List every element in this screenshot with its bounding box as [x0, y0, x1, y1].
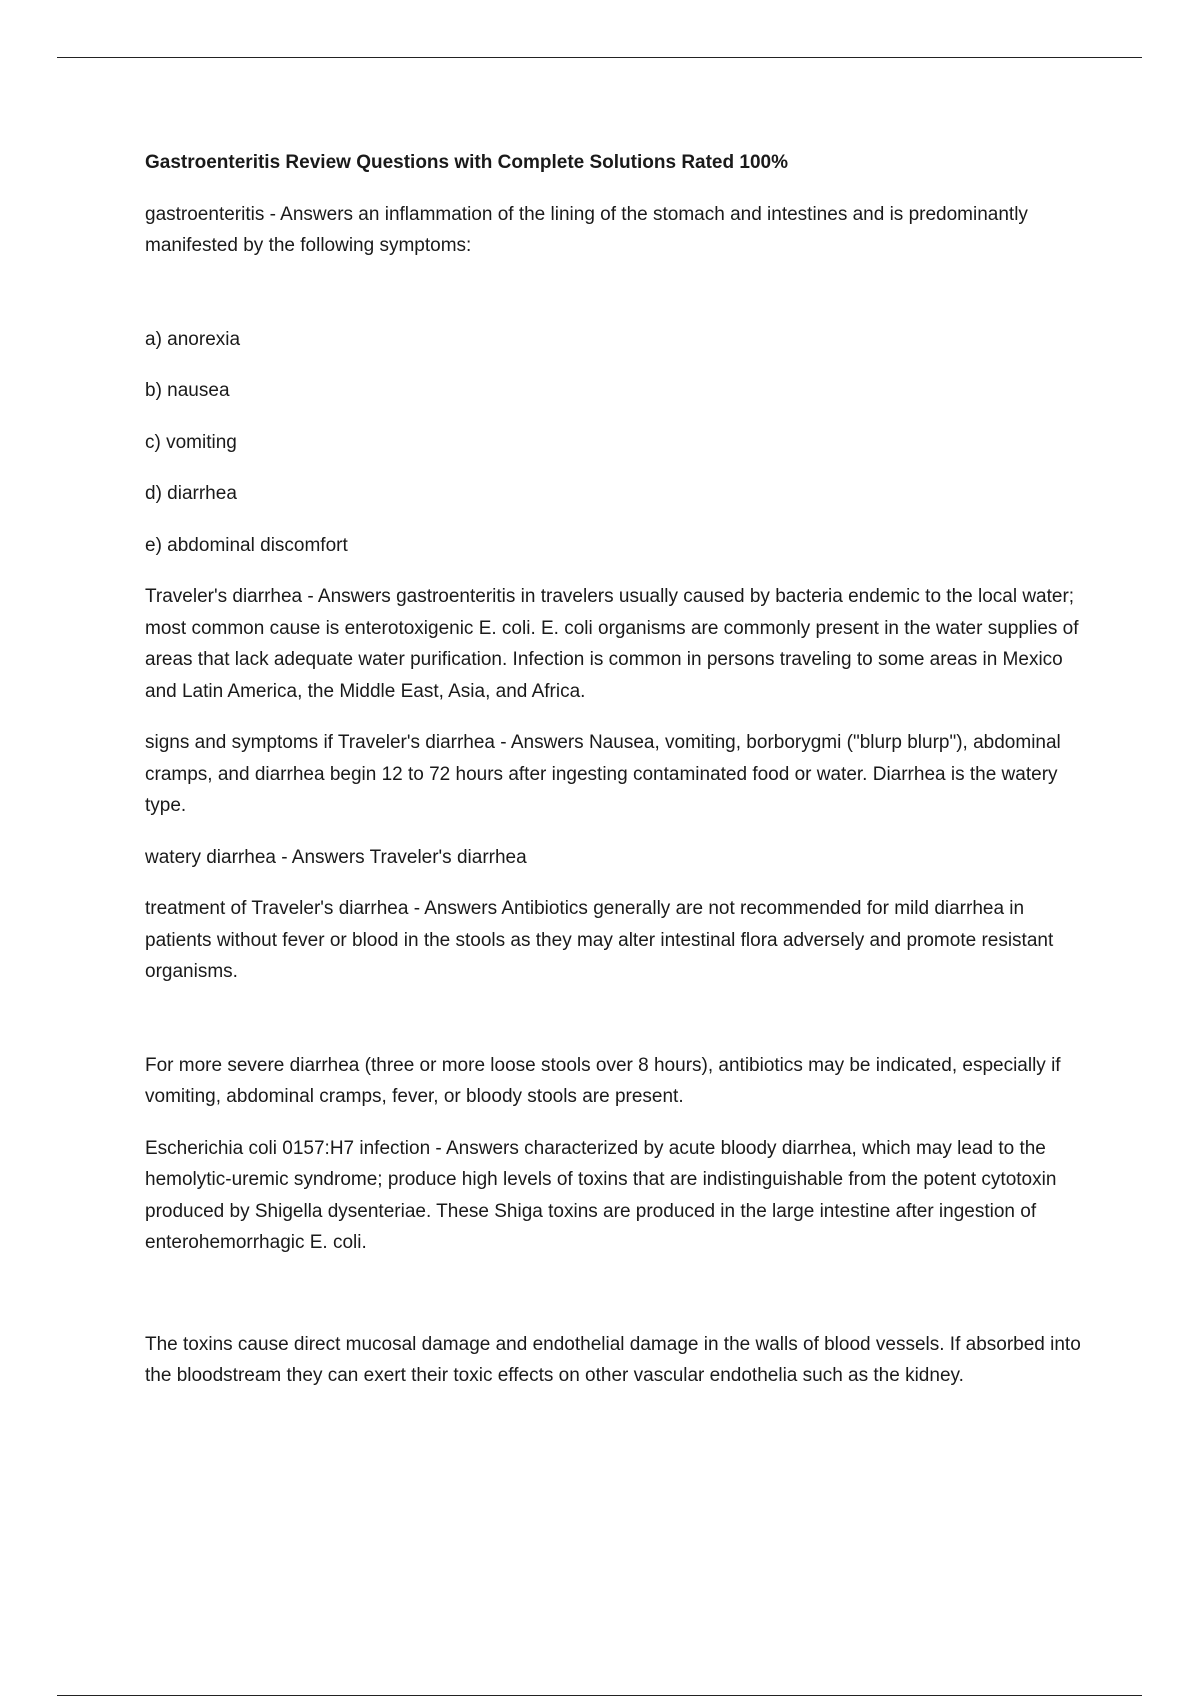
paragraph-signs-symptoms: signs and symptoms if Traveler's diarrhea - Answers Nausea, vomiting, borborygmi ("blurp blurp"), abdominal cramps, and diarrhea begin 12 to 72 hours after ingesting contaminated food or water. Diarrhea is the watery type. — [145, 732, 1061, 816]
paragraph-toxins: The toxins cause direct mucosal damage and endothelial damage in the walls of blood vessels. If absorbed into the bloodstream they can exert their toxic effects on other vascular endothelia such as the kidney. — [145, 1333, 1081, 1386]
symptom-item: c) vomiting — [145, 431, 237, 453]
paragraph-ecoli: Escherichia coli 0157:H7 infection - Answers characterized by acute bloody diarrhea, which may lead to the hemolytic-uremic syndrome; produce high levels of toxins that are indistinguishable from the potent cytotoxin produced by Shigella dysenteriae. These Shiga toxins are produced in the large intestine after ingestion of enterohemorrhagic E. coli. — [145, 1137, 1057, 1253]
paragraph-severe-diarrhea: For more severe diarrhea (three or more loose stools over 8 hours), antibiotics may be indicated, especially if vomiting, abdominal cramps, fever, or bloody stools are present. — [145, 1054, 1061, 1107]
symptom-item: d) diarrhea — [145, 483, 237, 504]
header-rule — [57, 57, 1142, 58]
symptom-item: a) anorexia — [145, 328, 241, 350]
footer-rule — [57, 1695, 1142, 1696]
document-body — [145, 147, 1095, 1412]
paragraph-watery-diarrhea: watery diarrhea - Answers Traveler's diarrhea — [145, 846, 527, 868]
paragraph-travelers-diarrhea: Traveler's diarrhea - Answers gastroenteritis in travelers usually caused by bacteria endemic to the local water; most common cause is enterotoxigenic E. coli. E. coli organisms are commonly present in the water supplies of areas that lack adequate water purification. Infection is common in persons traveling to some areas in Mexico and Latin America, the Middle East, Asia, and Africa. — [145, 586, 1079, 702]
symptom-item: b) nausea — [145, 380, 230, 401]
paragraph-intro: gastroenteritis - Answers an inflammation of the lining of the stomach and intestines and is predominantly manifested by the following symptoms: — [145, 203, 1028, 256]
symptom-item: e) abdominal discomfort — [145, 534, 348, 556]
document-title: Gastroenteritis Review Questions with Complete Solutions Rated 100% — [145, 152, 788, 173]
paragraph-treatment: treatment of Traveler's diarrhea - Answers Antibiotics generally are not recommended for mild diarrhea in patients without fever or blood in the stools as they may alter intestinal flora adversely and promote resistant organisms. — [145, 898, 1054, 982]
